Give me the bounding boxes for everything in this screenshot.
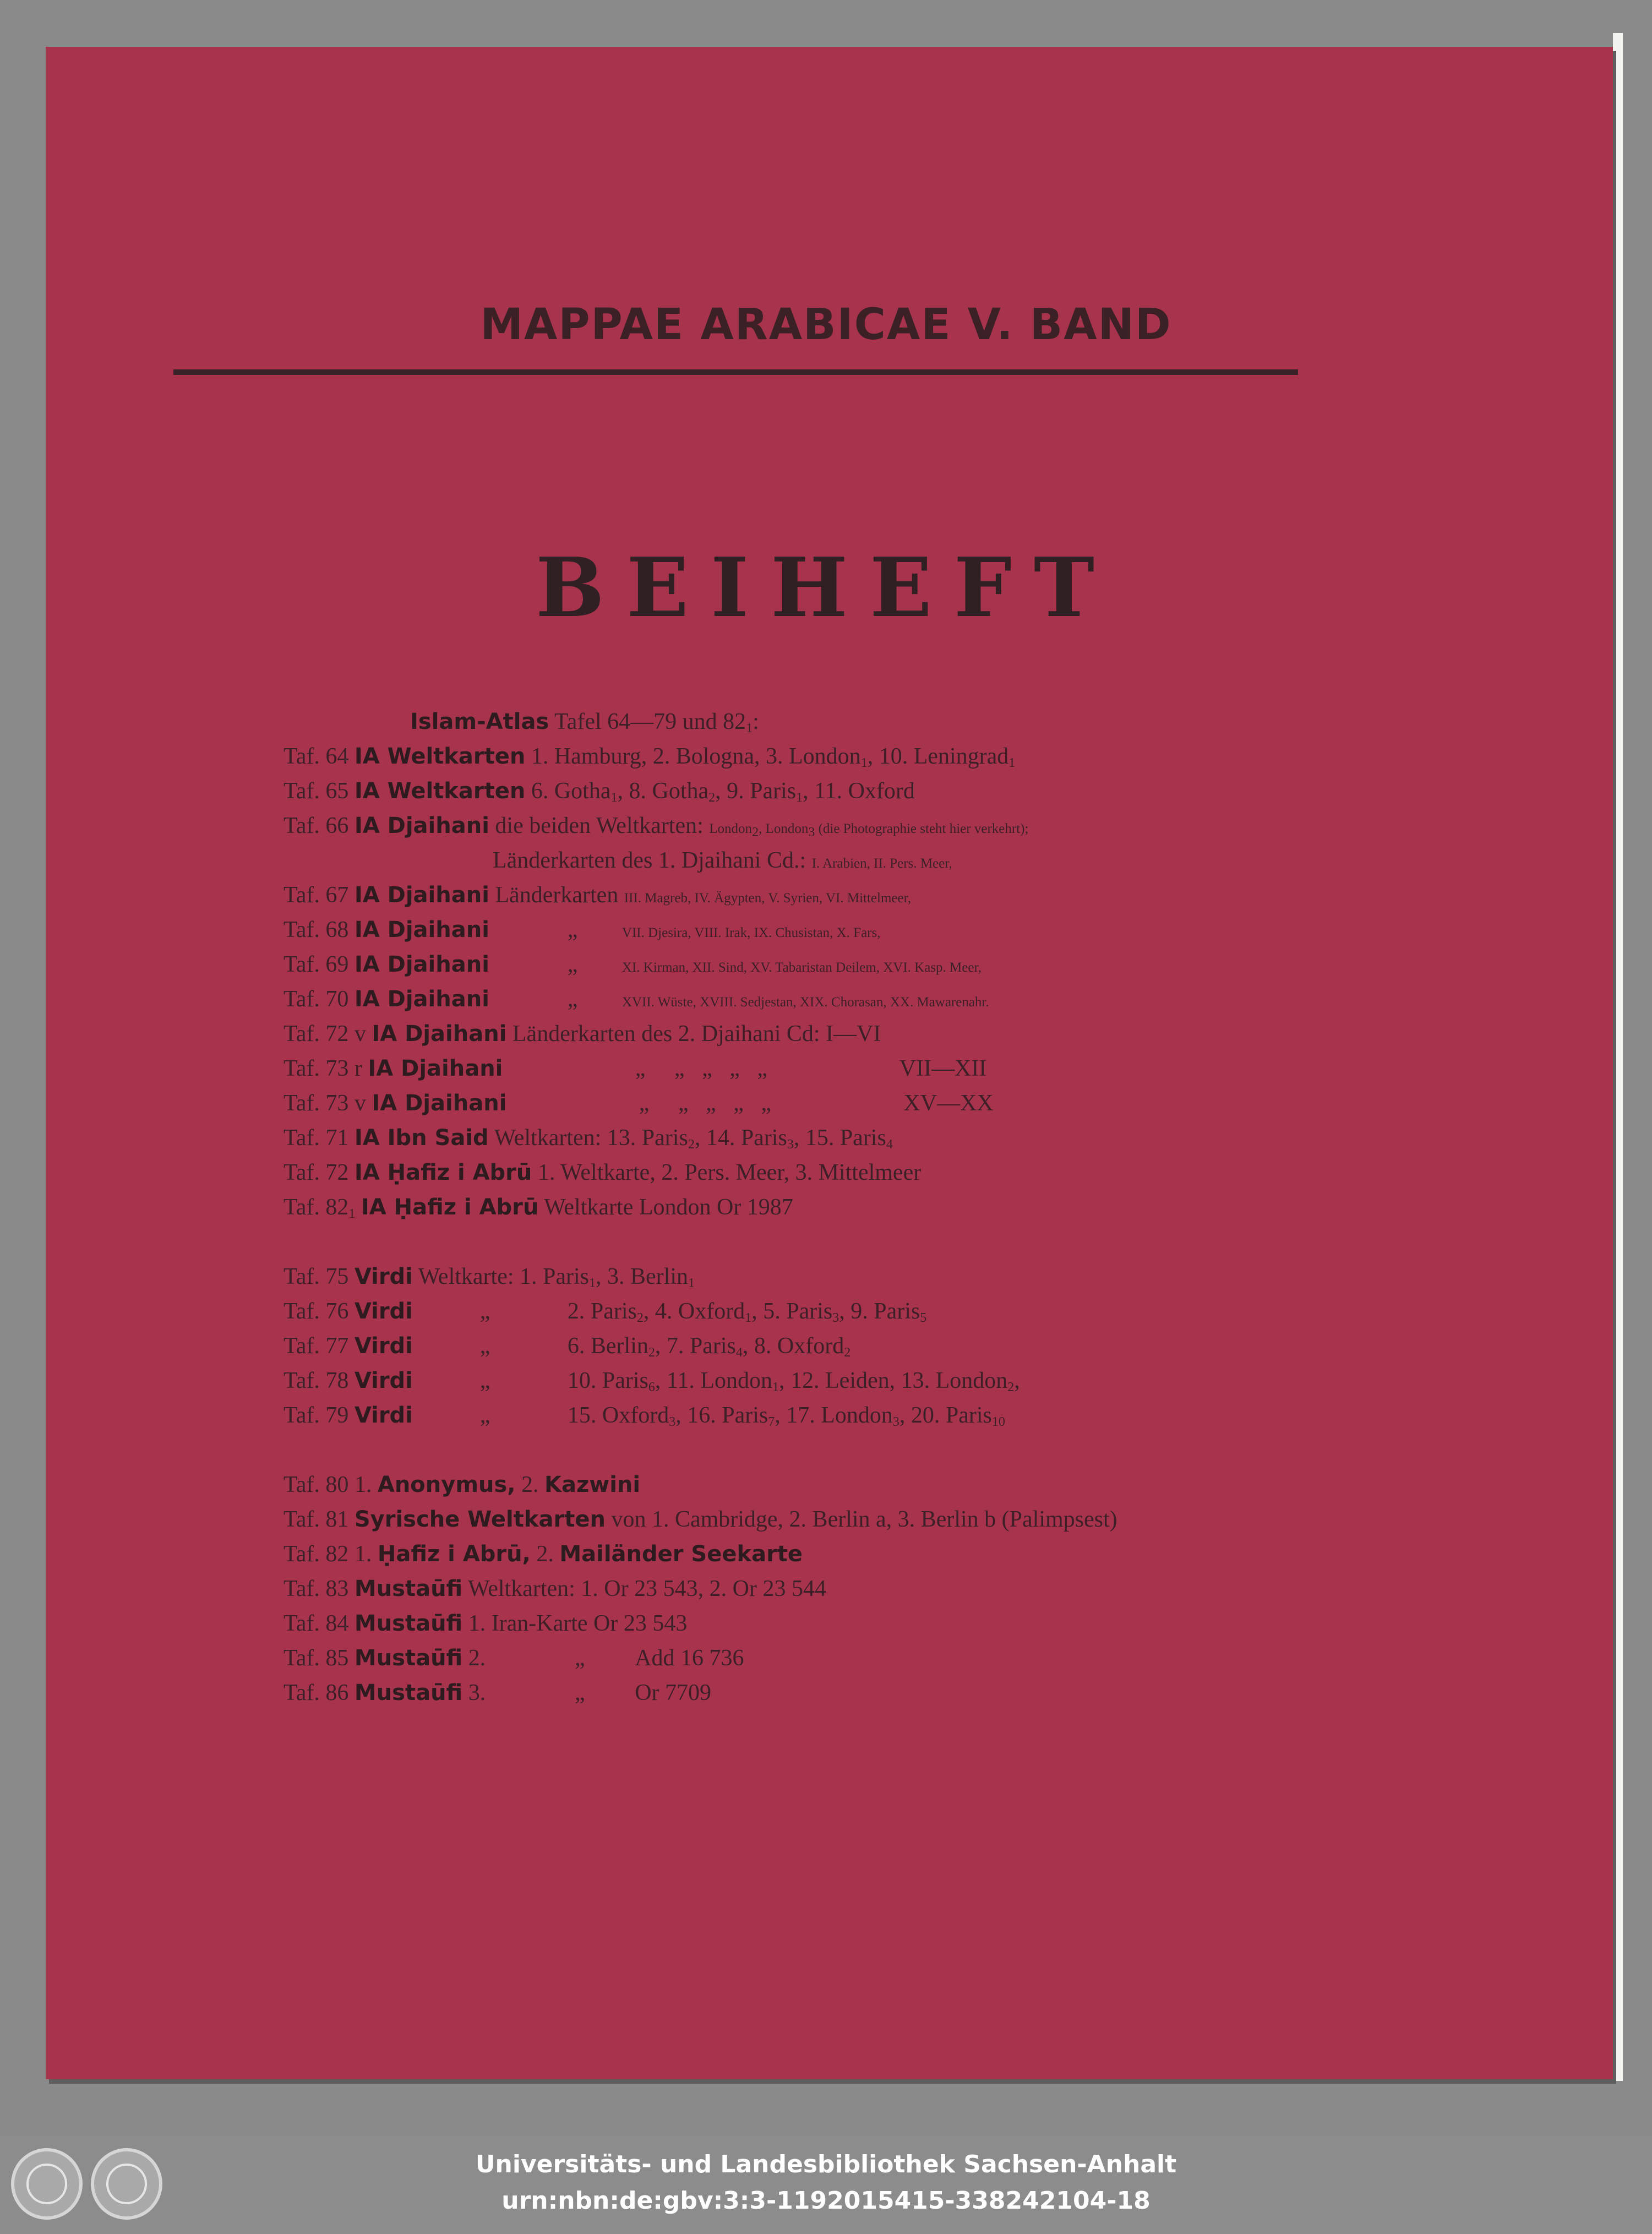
list-item: Taf. 71 IA Ibn Said Weltkarten: 13. Paris$_2$, 14. Paris$_3$, 15. Paris$_4$ [283,1125,893,1152]
table-of-contents [283,705,1384,1710]
library-footer [0,2136,1652,2234]
list-item: Taf. 76 Virdi „ 2. Paris$_2$, 4. Oxford$_1$, 5. Paris$_3$, 9. Paris$_5$ [283,1299,927,1325]
list-item: Taf. 81 Syrische Weltkarten von 1. Cambridge, 2. Berlin a, 3. Berlin b (Palimpsest) [283,1507,1117,1532]
library-name: Universitäts- und Landesbibliothek Sachsen-Anhalt [475,2150,1177,2178]
spacer [283,1433,1384,1468]
list-item: Länderkarten des 1. Djaihani Cd.: I. Arabien, II. Pers. Meer, [493,848,952,873]
list-item: Taf. 69 IA Djaihani „ XI. Kirman, XII. Sind, XV. Tabaristan Deilem, XVI. Kasp. Meer, [283,952,982,977]
series-title: MAPPAE ARABICAE V. BAND [480,300,1172,350]
list-item: Taf. 73 v IA Djaihani „ „ „ „ „ XV—XX [283,1091,994,1116]
list-item: Taf. 64 IA Weltkarten 1. Hamburg, 2. Bologna, 3. London$_1$, 10. Leningrad$_1$ [283,744,1016,770]
list-item: Taf. 73 r IA Djaihani „ „ „ „ „ VII—XII [283,1056,987,1081]
list-item: Taf. 80 1. Anonymus, 2. Kazwini [283,1472,641,1497]
urn-identifier: urn:nbn:de:gbv:3:3-1192015415-338242104-18 [501,2187,1151,2215]
contents-intro: Islam-Atlas Tafel 64—79 und $82_1$: [410,709,759,735]
list-item: Taf. 72 IA Ḥafiz i Abrū 1. Weltkarte, 2. Pers. Meer, 3. Mittelmeer [283,1160,922,1185]
title-rule [173,369,1298,375]
list-item: Taf. 85 Mustaūfi 2. „ Add 16 736 [283,1645,744,1671]
list-item: Taf. 86 Mustaūfi 3. „ Or 7709 [283,1680,712,1706]
list-item: Taf. 84 Mustaūfi 1. Iran-Karte Or 23 543 [283,1611,688,1636]
list-item: Taf. 67 IA Djaihani Länderkarten III. Magreb, IV. Ägypten, V. Syrien, VI. Mittelmeer, [283,882,912,908]
list-item: Taf. 70 IA Djaihani „ XVII. Wüste, XVIII. Sedjestan, XIX. Chorasan, XX. Mawarenahr. [283,987,989,1012]
list-item: Taf. 78 Virdi „ 10. Paris$_6$, 11. London$_1$, 12. Leiden, 13. London$_2$, [283,1368,1020,1394]
list-item: Taf. 65 IA Weltkarten 6. Gotha$_1$, 8. Gotha$_2$, 9. Paris$_1$, 11. Oxford [283,778,915,805]
spacer [283,1225,1384,1260]
list-item: Taf. 77 Virdi „ 6. Berlin$_2$, 7. Paris$_4$, 8. Oxford$_2$ [283,1333,851,1360]
list-item: Taf. 83 Mustaūfi Weltkarten: 1. Or 23 543, 2. Or 23 544 [283,1576,826,1601]
list-item: Taf. $82_1$ IA Ḥafiz i Abrū Weltkarte London Or 1987 [283,1195,793,1221]
list-item: Taf. 68 IA Djaihani „ VII. Djesira, VIII. Irak, IX. Chusistan, X. Fars, [283,917,881,942]
list-item: Taf. 79 Virdi „ 15. Oxford$_3$, 16. Paris$_7$, 17. London$_3$, 20. Paris$_{10}$ [283,1403,1005,1429]
main-title: BEIHEFT [536,540,1116,635]
list-item: Taf. 75 Virdi Weltkarte: 1. Paris$_1$, 3. Berlin$_1$ [283,1264,695,1290]
list-item: Taf. 82 1. Ḥafiz i Abrū, 2. Mailänder Seekarte [283,1541,803,1567]
list-item: Taf. 72 v IA Djaihani Länderkarten des 2. Djaihani Cd: I—VI [283,1021,881,1047]
list-item: Taf. 66 IA Djaihani die beiden Weltkarten: London$_2$, London$_3$ (die Photographie steht hier verkehrt); [283,813,1029,840]
